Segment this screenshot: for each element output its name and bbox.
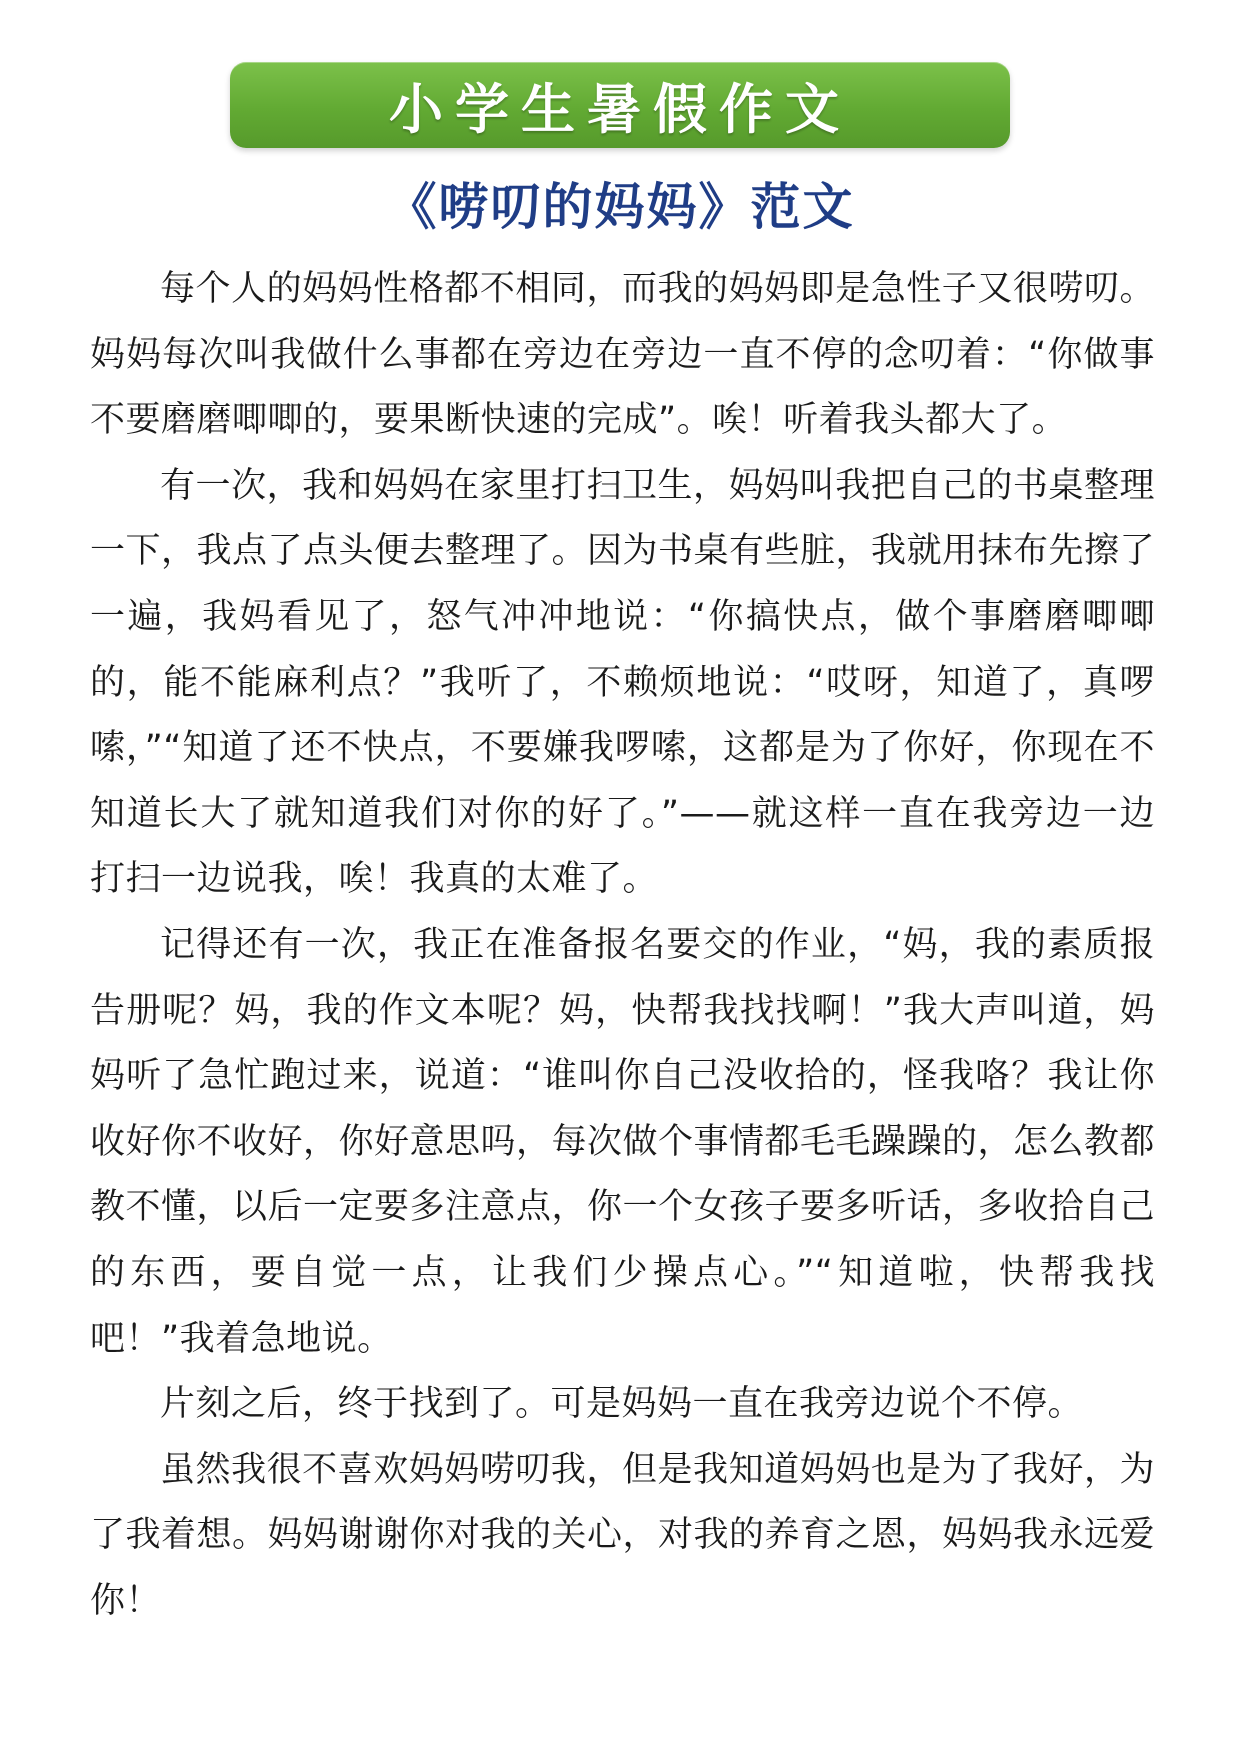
paragraph-2: 有一次，我和妈妈在家里打扫卫生，妈妈叫我把自己的书桌整理一下，我点了点头便去整理了。因为书桌有些脏，我就用抹布先擦了一遍，我妈看见了，怒气冲冲地说：“你搞快点，做个事磨磨唧唧的，能不能麻利点？”我听了，不赖烦地说：“哎呀，知道了，真啰嗦，”“知道了还不快点，不要嫌我啰嗦，这都是为了你好，你现在不知道长大了就知道我们对你的好了。”——就这样一直在我旁边一边打扫一边说我，唉！我真的太难了。 [90, 465, 1156, 900]
paragraph-5: 虽然我很不喜欢妈妈唠叨我，但是我知道妈妈也是为了我好，为了我着想。妈妈谢谢你对我的关心，对我的养育之恩，妈妈我永远爱你！ [90, 1449, 1156, 1621]
paragraph-4: 片刻之后，终于找到了。可是妈妈一直在我旁边说个不停。 [160, 1384, 1084, 1425]
essay-title: 《唠叨的妈妈》范文 [386, 178, 855, 236]
banner-title: 小学生暑假作文 [389, 76, 851, 141]
paragraph-1: 每个人的妈妈性格都不相同，而我的妈妈即是急性子又很唠叨。妈妈每次叫我做什么事都在旁边在旁边一直不停的念叨着：“你做事不要磨磨唧唧的，要果断快速的完成”。唉！听着我头都大了。 [90, 269, 1155, 441]
paragraph-3: 记得还有一次，我正在准备报名要交的作业，“妈，我的素质报告册呢？妈，我的作文本呢？妈，快帮我找找啊！”我大声叫道，妈妈听了急忙跑过来，说道：“谁叫你自己没收拾的，怪我咯？我让你收好你不收好，你好意思吗，每次做个事情都毛毛躁躁的，怎么教都教不懂，以后一定要多注意点，你一个女孩子要多听话，多收拾自己的东西，要自觉一点，让我们少操点心。”“知道啦，快帮我找吧！”我着急地说。 [90, 924, 1156, 1359]
title-banner [230, 62, 1010, 148]
essay-body [90, 257, 1155, 1634]
